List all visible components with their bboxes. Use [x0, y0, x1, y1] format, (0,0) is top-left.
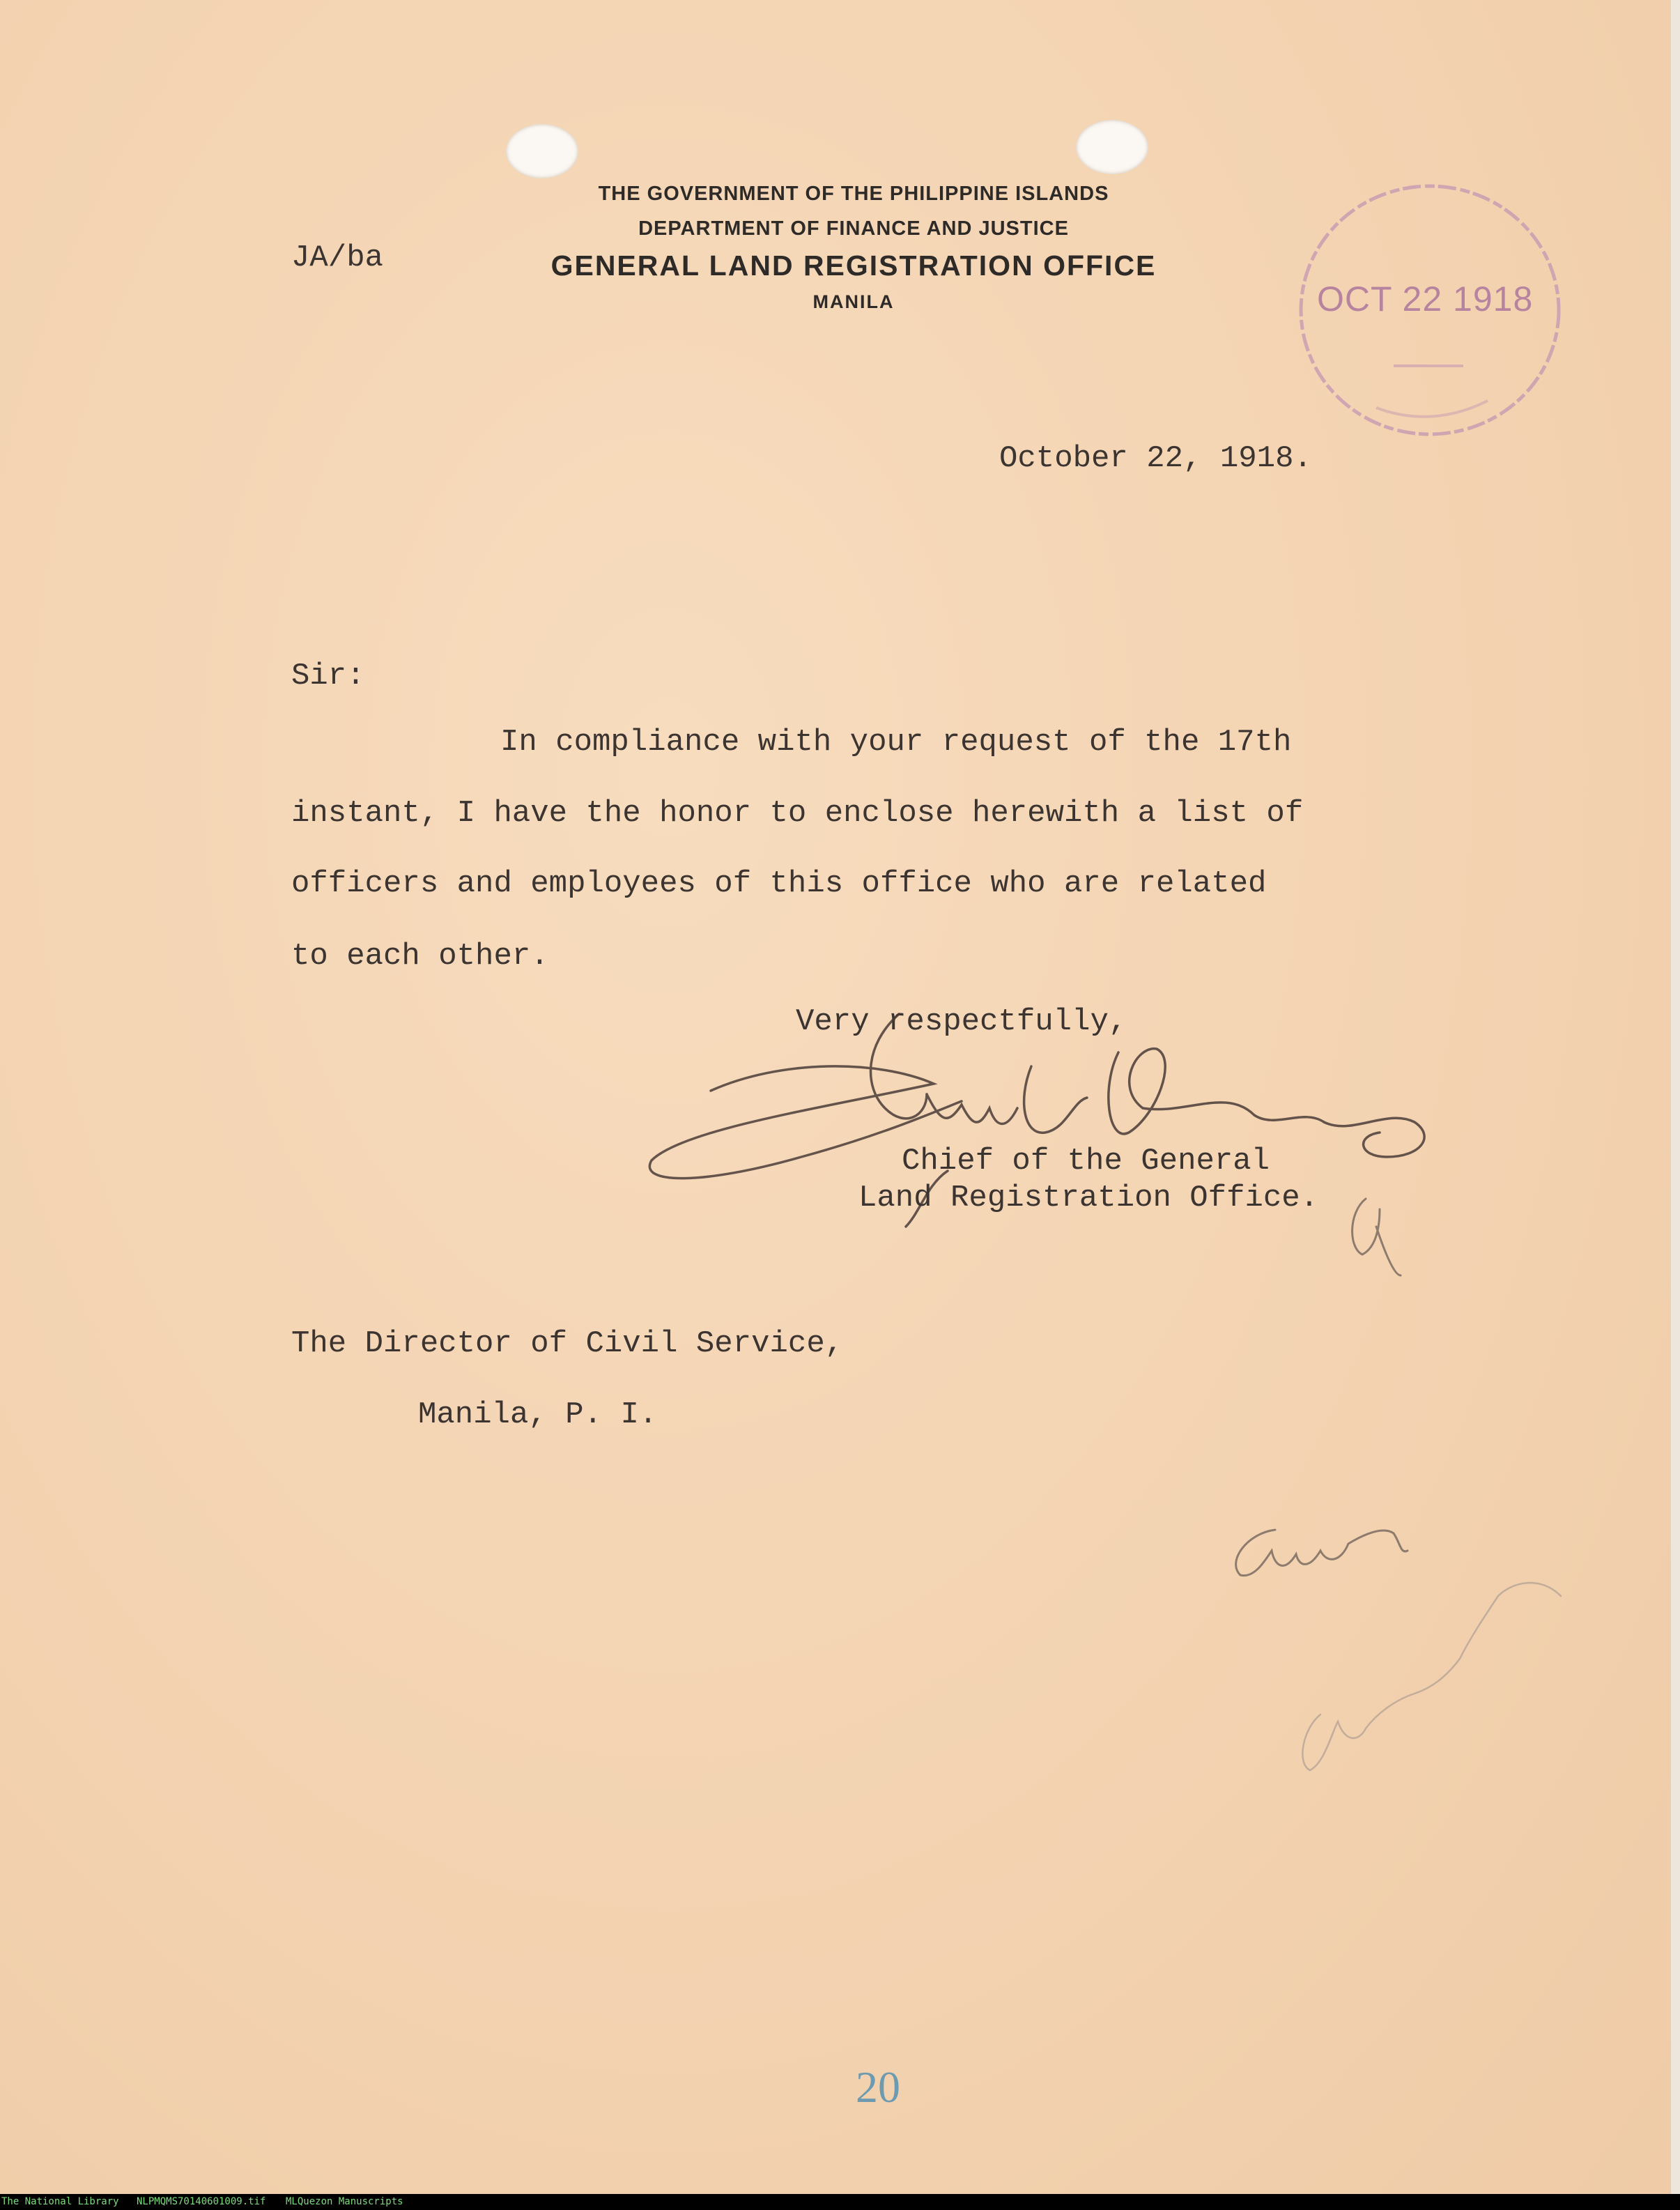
footer-collection: MLQuezon Manuscripts — [286, 2196, 403, 2207]
salutation: Sir: — [291, 659, 365, 693]
body-line: instant, I have the honor to enclose herewith a list of — [291, 796, 1304, 831]
letterhead-city: MANILA — [812, 291, 895, 312]
body-line: to each other. — [291, 939, 549, 974]
scan-footer — [0, 2194, 1680, 2210]
signatory-title: Chief of the General — [902, 1144, 1270, 1179]
footer-file: NLPMQMS70140601009.tif — [137, 2196, 266, 2207]
body-line: In compliance with your request of the 17th — [500, 725, 1292, 760]
letterhead-government: THE GOVERNMENT OF THE PHILIPPINE ISLANDS — [598, 183, 1109, 205]
reference-initials: JA/ba — [291, 240, 384, 275]
page-number: 20 — [856, 2062, 900, 2112]
letterhead-office: GENERAL LAND REGISTRATION OFFICE — [550, 250, 1157, 282]
addressee-city: Manila, P. I. — [418, 1397, 658, 1432]
stamp-date: OCT 22 1918 — [1317, 279, 1534, 319]
letterhead-department: DEPARTMENT OF FINANCE AND JUSTICE — [638, 217, 1069, 240]
footer-library: The National Library — [1, 2196, 119, 2207]
addressee: The Director of Civil Service, — [291, 1326, 844, 1361]
signatory-title: Land Registration Office. — [858, 1181, 1319, 1215]
letter-date: October 22, 1918. — [999, 441, 1312, 476]
body-line: officers and employees of this office who are related — [291, 866, 1267, 901]
closing: Very respectfully, — [796, 1004, 1127, 1039]
